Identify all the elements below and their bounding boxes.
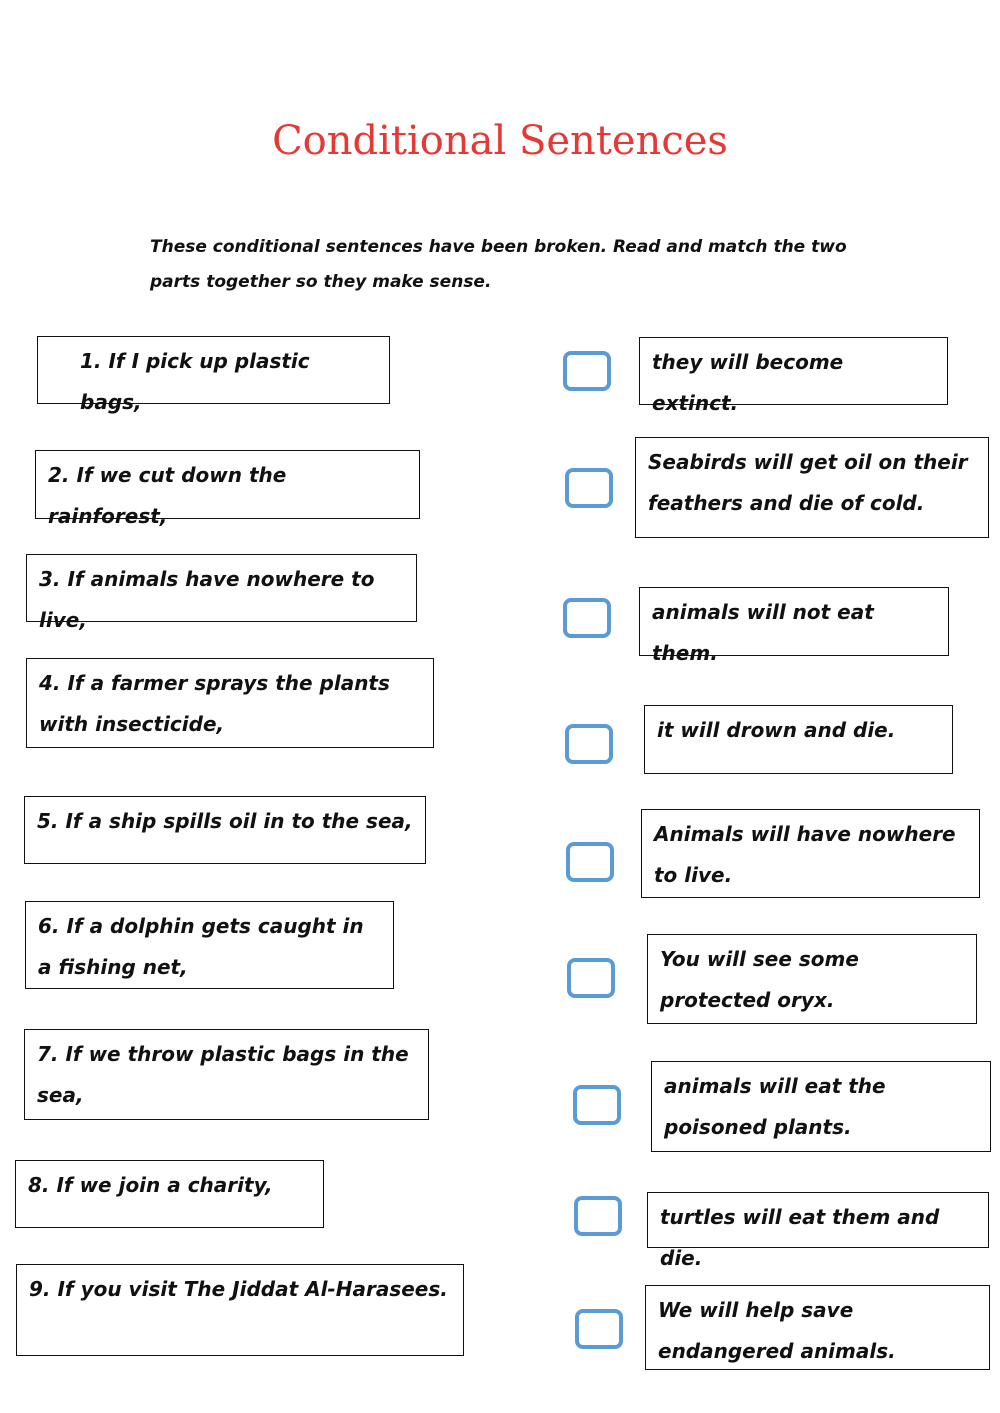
right-clause-2: Seabirds will get oil on their feathers and die of cold. xyxy=(635,437,989,538)
left-clause-5: 5. If a ship spills oil in to the sea, xyxy=(24,796,426,864)
left-clause-1: 1. If I pick up plastic bags, xyxy=(37,336,390,404)
left-clause-8: 8. If we join a charity, xyxy=(15,1160,324,1228)
left-clause-7: 7. If we throw plastic bags in the sea, xyxy=(24,1029,429,1120)
match-checkbox-7[interactable] xyxy=(573,1085,621,1125)
page-title: Conditional Sentences xyxy=(272,118,728,164)
instructions-line-2: parts together so they make sense. xyxy=(150,272,492,292)
right-clause-9: We will help save endangered animals. xyxy=(645,1285,990,1370)
instructions-line-1: These conditional sentences have been broken. Read and match the two xyxy=(150,237,847,257)
match-checkbox-6[interactable] xyxy=(567,958,615,998)
right-clause-8: turtles will eat them and die. xyxy=(647,1192,989,1248)
instructions xyxy=(150,230,850,300)
left-clause-9: 9. If you visit The Jiddat Al-Harasees. xyxy=(16,1264,464,1356)
left-clause-3: 3. If animals have nowhere to live, xyxy=(26,554,417,622)
match-checkbox-9[interactable] xyxy=(575,1309,623,1349)
match-checkbox-4[interactable] xyxy=(565,724,613,764)
left-clause-2: 2. If we cut down the rainforest, xyxy=(35,450,420,519)
match-checkbox-3[interactable] xyxy=(563,598,611,638)
right-clause-6: You will see some protected oryx. xyxy=(647,934,977,1024)
match-checkbox-8[interactable] xyxy=(574,1196,622,1236)
match-checkbox-2[interactable] xyxy=(565,468,613,508)
match-checkbox-1[interactable] xyxy=(563,351,611,391)
right-clause-5: Animals will have nowhere to live. xyxy=(641,809,980,898)
left-clause-6: 6. If a dolphin gets caught in a fishing net, xyxy=(25,901,394,989)
match-checkbox-5[interactable] xyxy=(566,842,614,882)
left-clause-4: 4. If a farmer sprays the plants with insecticide, xyxy=(26,658,434,748)
right-clause-7: animals will eat the poisoned plants. xyxy=(651,1061,991,1152)
right-clause-3: animals will not eat them. xyxy=(639,587,949,656)
right-clause-4: it will drown and die. xyxy=(644,705,953,774)
right-clause-1: they will become extinct. xyxy=(639,337,948,405)
